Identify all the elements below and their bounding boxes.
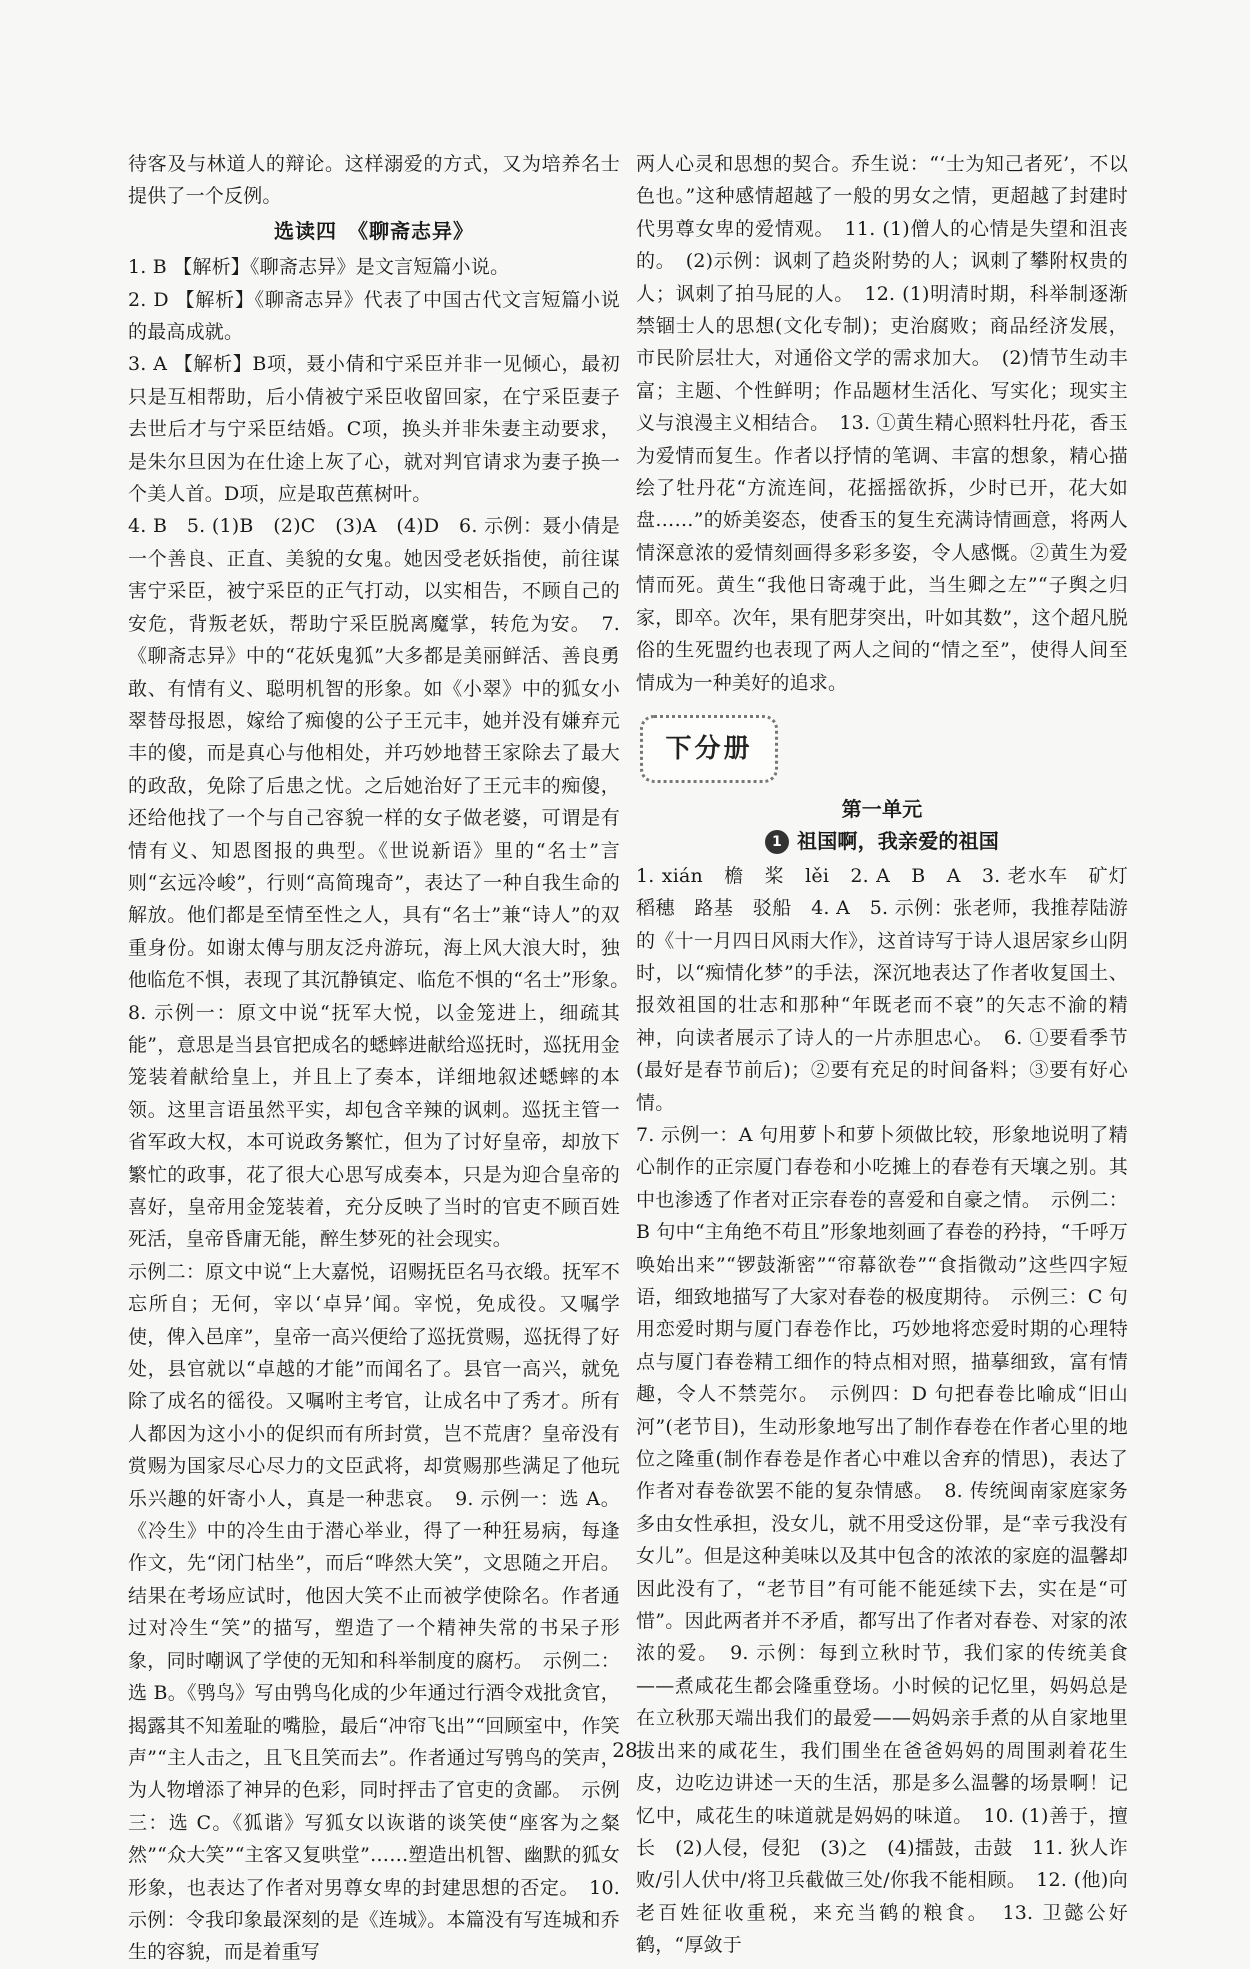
volume-banner: 下分册 [640,715,778,783]
lesson-answers-7-13: 7. 示例一：A 句用萝卜和萝卜须做比较，形象地说明了精心制作的正宗厦门春卷和小吃摊上的春卷有天壤之别。其中也渗透了作者对正宗春卷的喜爱和自豪之情。 示例二：B 句中“主角绝不苟且”形象地刻画了春卷的矜持，“千呼万唤始出来”“锣鼓渐密”“帘幕欲卷”“食指微动”这些四字短语，细致地描写了大家对春卷的极度期待。 示例三：C 句用恋爱时期与厦门春卷作比，巧妙地将恋爱时期的心理特点与厦门春卷精工细作的特点相对照，描摹细致，富有情趣，令人不禁莞尔。 示例四：D 句把春卷比喻成“旧山河”(老节目)，生动形象地写出了制作春卷在作者心里的地位之隆重(制作春卷是作者心中难以舍弃的情思)，表达了作者对春卷欲罢不能的复杂情感。 8. 传统闽南家庭家务多由女性承担，没女儿，就不用受这份罪，是“幸亏我没有女儿”。但是这种美味以及其中包含的浓浓的家庭的温馨却因此没有了，“老节目”有可能不能延续下去，实在是“可惜”。因此两者并不矛盾，都写出了作者对春卷、对家的浓浓的爱。 9. 示例：每到立秋时节，我们家的传统美食——煮咸花生都会隆重登场。小时候的记忆里，妈妈总是在立秋那天端出我们的最爱——妈妈亲手煮的从自家地里拔出来的咸花生，我们围坐在爸爸妈妈的周围剥着花生皮，边吃边讲述一天的生活，那是多么温馨的场景啊！记忆中，咸花生的味道就是妈妈的味道。 10. (1)善于，擅长 (2)人侵，侵犯 (3)之 (4)擂鼓，击鼓 11. 狄人诈败/引人伏中/将卫兵截做三处/你我不能相顾。 12. (他)向老百姓征收重税，来充当鹤的粮食。 13. 卫懿公好鹤，“厚敛于 [636,1123,1128,1957]
lesson-answers-1-6: 1. xián 檐 桨 lěi 2. A B A 3. 老水车 矿灯 稻穗 路基 驳船 4. A 5. 示例：张老师，我推荐陆游的《十一月四日风雨大作》，这首诗写于诗人退居家乡山阴时，以“痴情化梦”的手法，深沉地表达了作者收复国土、报效祖国的壮志和那种“年既老而不衰”的矢志不渝的精神，向读者展示了诗人的一片赤胆忠心。 6. ①要看季节(最好是春节前后)；②要有充足的时间备料；③要有好心情。 [636,864,1148,1114]
answer-1: 1. B 【解析】《聊斋志异》是文言短篇小说。 [128,256,510,279]
lesson-title-text: 祖国啊，我亲爱的祖国 [797,829,999,854]
answer-10-13: 两人心灵和思想的契合。乔生说：“‘士为知己者死’，不以色也。”这种感情超越了一般的男女之情，更超越了封建时代男尊女卑的爱情观。 11. (1)僧人的心情是失望和沮丧的。 (2)示例：讽刺了趋炎附势的人；讽刺了攀附权贵的人；讽刺了拍马屁的人。 12. (1)明清时期，科举制逐渐禁锢士人的思想(文化专制)；吏治腐败；商品经济发展，市民阶层壮大，对通俗文学的需求加大。 (2)情节生动丰富；主题、个性鲜明；作品题材生活化、写实化；现实主义与浪漫主义相结合。 13. ①黄生精心照料牡丹花，香玉为爱情而复生。作者以抒情的笔调、丰富的想象，精心描绘了牡丹花“方流连间，花摇摇欲拆，少时已开，花大如盘……”的娇美姿态，使香玉的复生充满诗情画意，将两人情深意浓的爱情刻画得多彩多姿，令人感慨。②黄生为爱情而死。黄生“我他日寄魂于此，当生卿之左”“子舆之归家，即卒。次年，果有肥芽突出，叶如其数”，这个超凡脱俗的生死盟约也表现了两人之间的“情之至”，使得人间至情成为一种美好的追求。 [636,153,1128,694]
answer-2: 2. D 【解析】《聊斋志异》代表了中国古代文言短篇小说的最高成就。 [128,288,620,344]
unit-title: 第一单元 [841,796,923,821]
section-title: 选读四 《聊斋志异》 [274,218,474,243]
lesson-number-badge: 1 [765,830,789,854]
lesson-title [636,825,1128,857]
left-intro-paragraph: 待客及与林道人的辩论。这样溺爱的方式，又为培养名士提供了一个反例。 [128,153,620,208]
answer-3: 3. A 【解析】B项，聂小倩和宁采臣并非一见倾心，最初只是互相帮助，后小倩被宁采臣收留回家，在宁采臣妻子去世后才与宁采臣结婚。C项，换头并非朱妻主动要求，是朱尔旦因为在仕途上灰了心，就对判官请求为妻子换一个美人首。D项，应是取芭蕉树叶。 [128,353,620,506]
answer-4-8: 4. B 5. (1)B (2)C (3)A (4)D 6. 示例：聂小倩是一个善良、正直、美貌的女鬼。她因受老妖指使，前往谋害宁采臣，被宁采臣的正气打动，以实相告，不顾自己的安危，背叛老妖，帮助宁采臣脱离魔掌，转危为安。 7.《聊斋志异》中的“花妖鬼狐”大多都是美丽鲜活、善良勇敢、有情有义、聪明机智的形象。如《小翠》中的狐女小翠替母报恩，嫁给了痴傻的公子王元丰，她并没有嫌弃元丰的傻，而是真心与他相处，并巧妙地替王家除去了最大的政敌，免除了后患之忧。之后她治好了王元丰的痴傻，还给他找了一个与自己容貌一样的女子做老婆，可谓是有情有义、知恩图报的典型。《世说新语》里的“名士”言则“玄远冷峻”，行则“高简瑰奇”，表达了一种自我生命的解放。他们都是至情至性之人，具有“名士”兼“诗人”的双重身份。如谢太傅与朋友泛舟游玩，海上风大浪大时，独他临危不惧，表现了其沉静镇定、临危不惧的“名士”形象。 8. 示例一：原文中说“抚军大悦，以金笼进上，细疏其能”，意思是当县官把成名的蟋蟀进献给巡抚时，巡抚用金笼装着献给皇上，并且上了奏本，详细地叙述蟋蟀的本领。这里言语虽然平实，却包含辛辣的讽刺。巡抚主管一省军政大权，本可说政务繁忙，但为了讨好皇帝，却放下繁忙的政事，花了很大心思写成奏本，只是为迎合皇帝的喜好，皇帝用金笼装着，充分反映了当时的官吏不顾百姓死活，皇帝昏庸无能，醉生梦死的社会现实。 [128,515,640,1251]
right-column [636,148,1148,1962]
answer-8-10: 示例二：原文中说“上大嘉悦，诏赐抚臣名马衣缎。抚军不忘所自；无何，宰以‘卓异’闻。宰悦，免成役。又嘱学使，俾入邑庠”，皇帝一高兴便给了巡抚赏赐，巡抚得了好处，县官就以“卓越的才能”而闻名了。县官一高兴，就免除了成名的徭役。又嘱咐主考官，让成名中了秀才。所有人都因为这小小的促织而有所封赏，岂不荒唐？皇帝没有赏赐为国家尽心尽力的文臣武将，却赏赐那些满足了他玩乐兴趣的奸寄小人，真是一种悲哀。 9. 示例一：选 A。《冷生》中的冷生由于潜心举业，得了一种狂易病，每逢作文，先“闭门枯坐”，而后“哗然大笑”，文思随之开启。结果在考场应试时，他因大笑不止而被学使除名。作者通过对冷生“笑”的描写，塑造了一个精神失常的书呆子形象，同时嘲讽了学使的无知和科举制度的腐朽。 示例二：选 B。《鸮鸟》写由鸮鸟化成的少年通过行酒令戏批贪官，揭露其不知羞耻的嘴脸，最后“冲帘飞出”“回顾室中，作笑声”“主人击之，且飞且笑而去”。作者通过写鸮鸟的笑声，为人物增添了神异的色彩，同时抨击了官吏的贪鄙。 示例三：选 C。《狐谐》写狐女以诙谐的谈笑使“座客为之粲然”“众大笑”“主客又复哄堂”……塑造出机智、幽默的狐女形象，也表达了作者对男尊女卑的封建思想的否定。 10. 示例：令我印象最深刻的是《连城》。本篇没有写连城和乔生的容貌，而是着重写 [128,1260,620,1964]
page-number: 28 [612,1738,638,1762]
